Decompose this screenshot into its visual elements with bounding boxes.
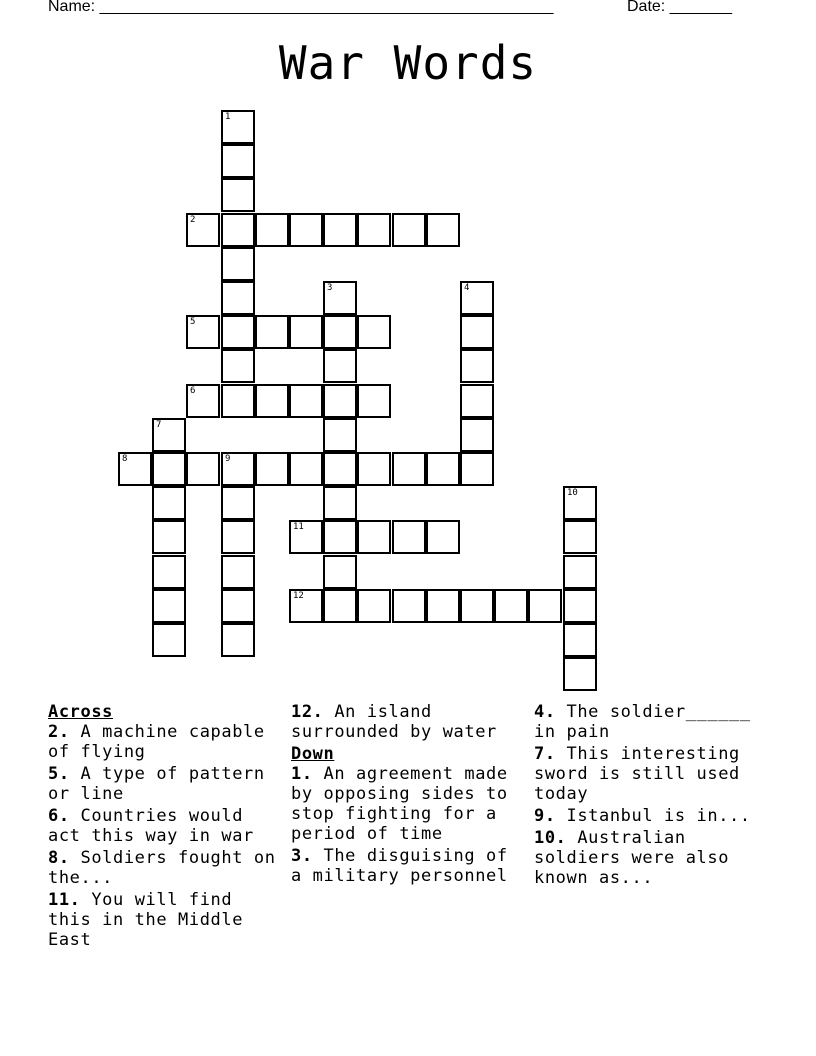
grid-cell[interactable]	[563, 520, 597, 554]
grid-cell[interactable]	[426, 213, 460, 247]
grid-cell[interactable]	[255, 452, 289, 486]
grid-cell[interactable]	[392, 213, 426, 247]
grid-cell[interactable]	[221, 384, 255, 418]
grid-cell[interactable]	[563, 657, 597, 691]
grid-cell[interactable]	[323, 349, 357, 383]
cell-number: 9	[225, 454, 231, 464]
grid-cell[interactable]	[460, 349, 494, 383]
clue-down-3: 3. The disguising of a military personnel	[291, 846, 508, 886]
clue-across-5: 5. A type of pattern or line	[48, 764, 265, 804]
grid-cell[interactable]	[186, 452, 220, 486]
clue-down-10: 10. Australian soldiers were also known as...	[534, 828, 730, 888]
clue-across-6: 6. Countries would act this way in war	[48, 806, 254, 846]
clue-column-2	[291, 702, 523, 888]
grid-cell[interactable]	[563, 589, 597, 623]
clue-down-1: 1. An agreement made by opposing sides to stop fighting for a period of time	[291, 764, 508, 844]
grid-cell[interactable]	[221, 452, 255, 486]
cell-number: 4	[464, 283, 470, 293]
date-field-label: Date: _______	[627, 0, 732, 15]
grid-cell[interactable]	[357, 452, 391, 486]
grid-cell[interactable]	[528, 589, 562, 623]
grid-cell[interactable]	[289, 315, 323, 349]
grid-cell[interactable]	[118, 452, 152, 486]
grid-cell[interactable]	[152, 452, 186, 486]
grid-cell[interactable]	[323, 589, 357, 623]
grid-cell[interactable]	[460, 384, 494, 418]
cell-number: 5	[190, 317, 196, 327]
grid-cell[interactable]	[221, 178, 255, 212]
grid-cell[interactable]	[426, 589, 460, 623]
clue-down-4: 4. The soldier______ in pain	[534, 702, 751, 742]
grid-cell[interactable]	[289, 452, 323, 486]
grid-cell[interactable]	[323, 555, 357, 589]
grid-cell[interactable]	[460, 315, 494, 349]
grid-cell[interactable]	[323, 418, 357, 452]
clue-column-3	[534, 702, 774, 890]
cell-number: 8	[122, 454, 128, 464]
grid-cell[interactable]	[460, 281, 494, 315]
grid-cell[interactable]	[221, 589, 255, 623]
grid-cell[interactable]	[357, 315, 391, 349]
grid-cell[interactable]	[255, 213, 289, 247]
grid-cell[interactable]	[323, 281, 357, 315]
grid-cell[interactable]	[289, 520, 323, 554]
grid-cell[interactable]	[221, 110, 255, 144]
grid-cell[interactable]	[323, 315, 357, 349]
grid-cell[interactable]	[221, 555, 255, 589]
grid-cell[interactable]	[221, 349, 255, 383]
grid-cell[interactable]	[221, 486, 255, 520]
cell-number: 2	[190, 215, 196, 225]
grid-cell[interactable]	[460, 589, 494, 623]
grid-cell[interactable]	[563, 555, 597, 589]
grid-cell[interactable]	[323, 213, 357, 247]
cell-number: 1	[225, 112, 231, 122]
cell-number: 10	[567, 488, 578, 498]
grid-cell[interactable]	[460, 452, 494, 486]
grid-cell[interactable]	[426, 520, 460, 554]
cell-number: 6	[190, 386, 196, 396]
grid-cell[interactable]	[357, 520, 391, 554]
grid-cell[interactable]	[323, 384, 357, 418]
grid-cell[interactable]	[186, 315, 220, 349]
grid-cell[interactable]	[323, 486, 357, 520]
clue-column-1	[48, 702, 280, 952]
grid-cell[interactable]	[460, 418, 494, 452]
clue-across-2: 2. A machine capable of flying	[48, 722, 265, 762]
clue-across-8: 8. Soldiers fought on the...	[48, 848, 276, 888]
grid-cell[interactable]	[289, 213, 323, 247]
grid-cell[interactable]	[494, 589, 528, 623]
cell-number: 7	[156, 420, 162, 430]
grid-cell[interactable]	[221, 144, 255, 178]
grid-cell[interactable]	[357, 384, 391, 418]
grid-cell[interactable]	[152, 418, 186, 452]
clue-across-11: 11. You will find this in the Middle East	[48, 890, 244, 950]
grid-cell[interactable]	[563, 623, 597, 657]
grid-cell[interactable]	[152, 486, 186, 520]
grid-cell[interactable]	[186, 213, 220, 247]
grid-cell[interactable]	[221, 213, 255, 247]
grid-cell[interactable]	[357, 213, 391, 247]
grid-cell[interactable]	[255, 384, 289, 418]
across-heading: Across	[48, 702, 114, 722]
cell-number: 12	[293, 591, 304, 601]
grid-cell[interactable]	[221, 623, 255, 657]
grid-cell[interactable]	[186, 384, 220, 418]
grid-cell[interactable]	[221, 315, 255, 349]
down-heading: Down	[291, 744, 335, 764]
grid-cell[interactable]	[152, 589, 186, 623]
name-field-label: Name: ___________________________________________________	[48, 0, 554, 15]
cell-number: 11	[293, 522, 304, 532]
grid-cell[interactable]	[323, 452, 357, 486]
grid-cell[interactable]	[323, 520, 357, 554]
clue-down-9: 9. Istanbul is in...	[534, 806, 751, 826]
grid-cell[interactable]	[255, 315, 289, 349]
puzzle-title: War Words	[278, 36, 538, 90]
clue-down-7: 7. This interesting sword is still used today	[534, 744, 740, 804]
clue-across-12: 12. An island surrounded by water	[291, 702, 497, 742]
cell-number: 3	[327, 283, 333, 293]
grid-cell[interactable]	[152, 520, 186, 554]
grid-cell[interactable]	[289, 589, 323, 623]
grid-cell[interactable]	[152, 555, 186, 589]
grid-cell[interactable]	[392, 520, 426, 554]
grid-cell[interactable]	[221, 520, 255, 554]
grid-cell[interactable]	[221, 247, 255, 281]
grid-cell[interactable]	[392, 452, 426, 486]
grid-cell[interactable]	[392, 589, 426, 623]
grid-cell[interactable]	[563, 486, 597, 520]
grid-cell[interactable]	[221, 281, 255, 315]
grid-cell[interactable]	[289, 384, 323, 418]
grid-cell[interactable]	[357, 589, 391, 623]
grid-cell[interactable]	[426, 452, 460, 486]
grid-cell[interactable]	[152, 623, 186, 657]
